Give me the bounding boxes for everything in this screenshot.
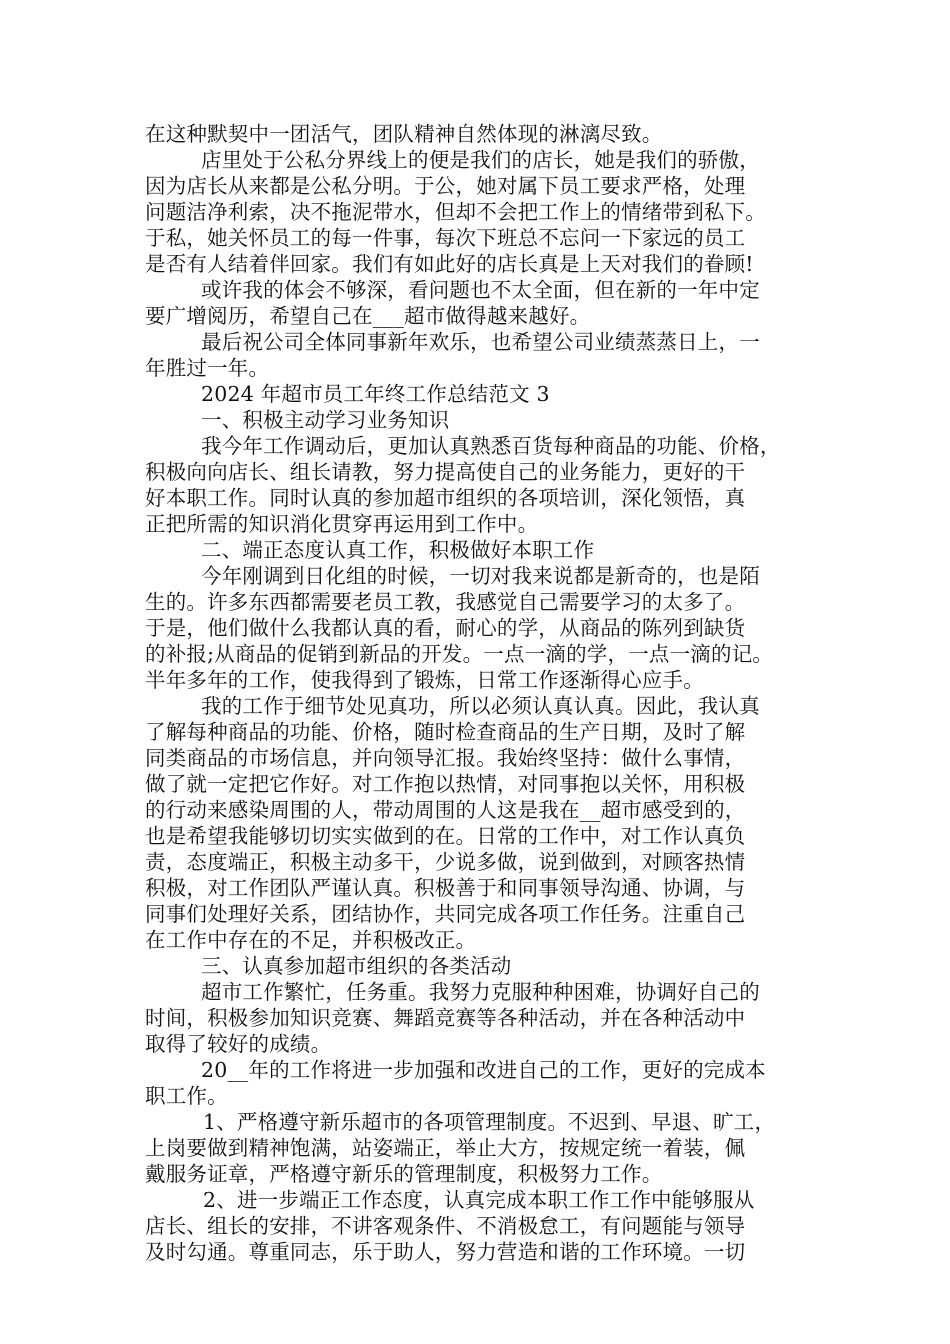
section-title: 2024 年超市员工年终工作总结范文 3 (201, 382, 550, 406)
text-line: 于私，她关怀员工的每一件事，每次下班总不忘问一下家远的员工 (145, 226, 746, 250)
text-line: 20__年的工作将进一步加强和改进自己的工作，更好的完成本 (201, 1058, 766, 1082)
text-line: 积极向向店长、组长请教，努力提高使自己的业务能力，更好的干 (145, 460, 746, 484)
text-line: 了解每种商品的功能、价格，随时检查商品的生产日期，及时了解 (145, 720, 746, 744)
section-heading: 一、积极主动学习业务知识 (201, 408, 450, 432)
text-line: 的行动来感染周围的人，带动周围的人这是我在__超市感受到的， (145, 798, 746, 822)
text-line: 做了就一定把它作好。对工作抱以热情，对同事抱以关怀，用积极 (145, 772, 746, 796)
text-line: 取得了较好的成绩。 (145, 1032, 332, 1056)
text-line: 今年刚调到日化组的时候，一切对我来说都是新奇的，也是陌 (201, 564, 760, 588)
list-item-2: 2、进一步端正工作态度，认真完成本职工作工作中能够服从 (203, 1188, 755, 1212)
text-line: 的补报;从商品的促销到新品的开发。一点一滴的学，一点一滴的记。 (145, 642, 774, 666)
section-heading: 二、端正态度认真工作，积极做好本职工作 (201, 538, 595, 562)
text-line: 店长、组长的安排，不讲客观条件、不消极怠工，有问题能与领导 (145, 1214, 746, 1238)
text-line: 超市工作繁忙，任务重。我努力克服种种困难，协调好自己的 (201, 980, 760, 1004)
text-line: 在工作中存在的不足，并积极改正。 (145, 928, 477, 952)
document-body (145, 121, 825, 1265)
text-line: 我的工作于细节处见真功，所以必须认真认真。因此，我认真 (201, 694, 760, 718)
text-line: 最后祝公司全体同事新年欢乐，也希望公司业绩蒸蒸日上，一 (201, 330, 760, 354)
text-line: 要广增阅历，希望自己在___超市做得越来越好。 (145, 304, 591, 328)
section-heading: 三、认真参加超市组织的各类活动 (201, 954, 512, 978)
text-line: 或许我的体会不够深，看问题也不太全面，但在新的一年中定 (201, 278, 760, 302)
text-line: 职工作。 (145, 1084, 228, 1108)
list-item-1: 1、严格遵守新乐超市的各项管理制度。不迟到、早退、旷工， (203, 1110, 776, 1134)
text-line: 同类商品的市场信息，并向领导汇报。我始终坚持：做什么事情， (145, 746, 746, 770)
text-line: 年胜过一年。 (145, 356, 270, 380)
text-line: 于是，他们做什么我都认真的看，耐心的学，从商品的陈列到缺货 (145, 616, 746, 640)
text-line: 同事们处理好关系，团结协作，共同完成各项工作任务。注重自己 (145, 902, 746, 926)
text-line: 是否有人结着伴回家。我们有如此好的店长真是上天对我们的眷顾! (145, 252, 754, 276)
text-line: 上岗要做到精神饱满，站姿端正，举止大方，按规定统一着装，佩 (145, 1136, 746, 1160)
text-line: 店里处于公私分界线上的便是我们的店长，她是我们的骄傲， (201, 148, 760, 172)
text-line: 时间，积极参加知识竞赛、舞蹈竞赛等各种活动，并在各种活动中 (145, 1006, 746, 1030)
text-line: 因为店长从来都是公私分明。于公，她对属下员工要求严格，处理 (145, 174, 746, 198)
text-line: 半年多年的工作，使我得到了锻炼，日常工作逐渐得心应手。 (145, 668, 704, 692)
text-line: 在这种默契中一团活气，团队精神自然体现的淋漓尽致。 (145, 122, 663, 146)
text-line: 积极，对工作团队严谨认真。积极善于和同事领导沟通、协调，与 (145, 876, 746, 900)
text-line: 及时勾通。尊重同志，乐于助人，努力营造和谐的工作环境。一切 (145, 1240, 746, 1264)
text-line: 生的。许多东西都需要老员工教，我感觉自己需要学习的太多了。 (145, 590, 746, 614)
text-line: 好本职工作。同时认真的参加超市组织的各项培训，深化领悟，真 (145, 486, 746, 510)
text-line: 也是希望我能够切切实实做到的在。日常的工作中，对工作认真负 (145, 824, 746, 848)
text-line: 问题洁净利索，决不拖泥带水，但却不会把工作上的情绪带到私下。 (145, 200, 766, 224)
text-line: 责，态度端正，积极主动多干，少说多做，说到做到，对顾客热情 (145, 850, 746, 874)
text-line: 我今年工作调动后，更加认真熟悉百货每种商品的功能、价格， (201, 434, 781, 458)
text-line: 戴服务证章，严格遵守新乐的管理制度，积极努力工作。 (145, 1162, 663, 1186)
text-line: 正把所需的知识消化贯穿再运用到工作中。 (145, 512, 539, 536)
